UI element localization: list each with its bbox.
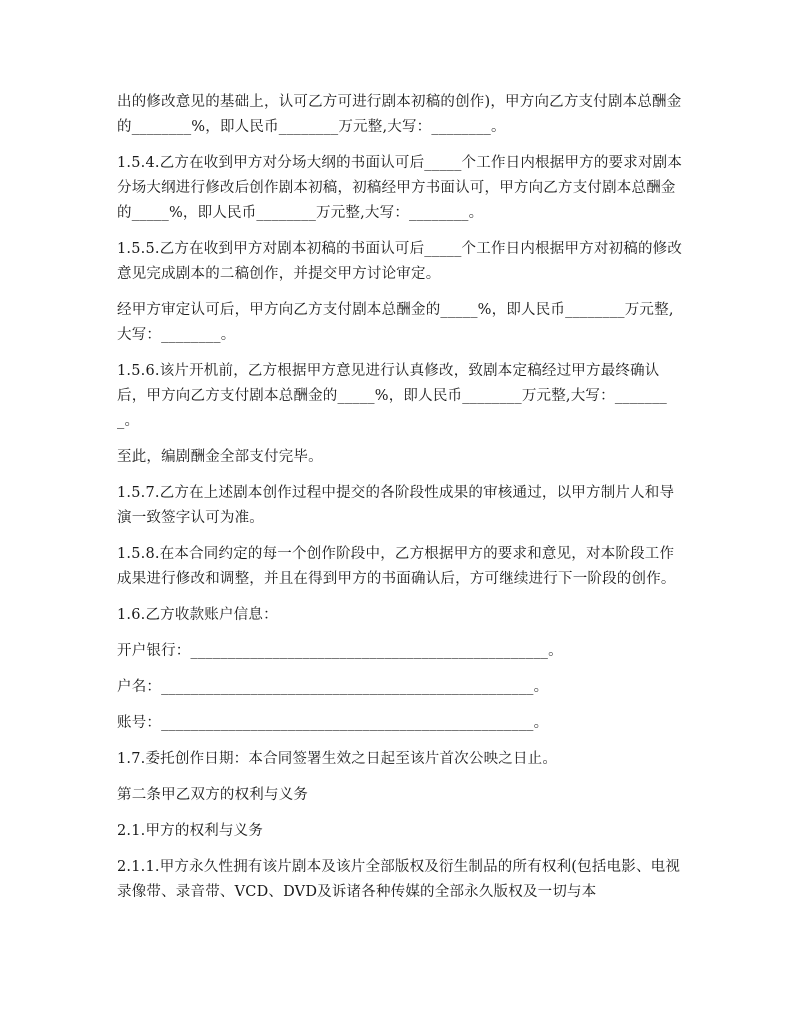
- section-heading-2-1: 2.1.甲方的权利与义务: [117, 823, 264, 839]
- field-bank-name: 开户银行：________________________________________________。: [117, 643, 563, 659]
- field-account-number: 账号：__________________________________________________。: [117, 715, 549, 731]
- paragraph-clause-1-6: 1.6.乙方收款账户信息：: [117, 607, 278, 623]
- paragraph-payment-complete: 至此，编剧酬金全部支付完毕。: [117, 449, 323, 465]
- document-page: [117, 90, 683, 916]
- paragraph-second-draft-payment: 经甲方审定认可后，甲方向乙方支付剧本总酬金的_____%，即人民币________万元整,大写：________。: [117, 302, 674, 343]
- paragraph-clause-1-5-8: 1.5.8.在本合同约定的每一个创作阶段中，乙方根据甲方的要求和意见，对本阶段工作成果进行修改和调整，并且在得到甲方的书面确认后，方可继续进行下一阶段的创作。: [117, 546, 676, 587]
- paragraph-clause-1-5-5: 1.5.5.乙方在收到甲方对剧本初稿的书面认可后_____个工作日内根据甲方对初稿的修改意见完成剧本的二稿创作，并提交甲方讨论审定。: [117, 241, 683, 282]
- paragraph-clause-1-7: 1.7.委托创作日期：本合同签署生效之日起至该片首次公映之日止。: [117, 751, 558, 767]
- section-heading-article-2: 第二条甲乙双方的权利与义务: [117, 787, 309, 803]
- paragraph-payment-draft-approval: 出的修改意见的基础上，认可乙方可进行剧本初稿的创作)，甲方向乙方支付剧本总酬金的________%，即人民币________万元整,大写：________。: [117, 94, 682, 135]
- paragraph-clause-2-1-1: 2.1.1.甲方永久性拥有该片剧本及该片全部版权及衍生制品的所有权利(包括电影、电视录像带、录音带、VCD、DVD及诉诸各种传媒的全部永久版权及一切与本: [117, 859, 681, 900]
- paragraph-clause-1-5-7: 1.5.7.乙方在上述剧本创作过程中提交的各阶段性成果的审核通过，以甲方制片人和导演一致签字认可为准。: [117, 485, 675, 526]
- field-account-holder: 户名：__________________________________________________。: [117, 679, 549, 695]
- paragraph-clause-1-5-4: 1.5.4.乙方在收到甲方对分场大纲的书面认可后_____个工作日内根据甲方的要求对剧本分场大纲进行修改后创作剧本初稿，初稿经甲方书面认可，甲方向乙方支付剧本总酬金的_____%，即人民币________万元整,大写：________。: [117, 155, 683, 221]
- paragraph-clause-1-5-6: 1.5.6.该片开机前，乙方根据甲方意见进行认真修改，致剧本定稿经过甲方最终确认后，甲方向乙方支付剧本总酬金的_____%，即人民币________万元整,大写：________。: [117, 363, 667, 429]
